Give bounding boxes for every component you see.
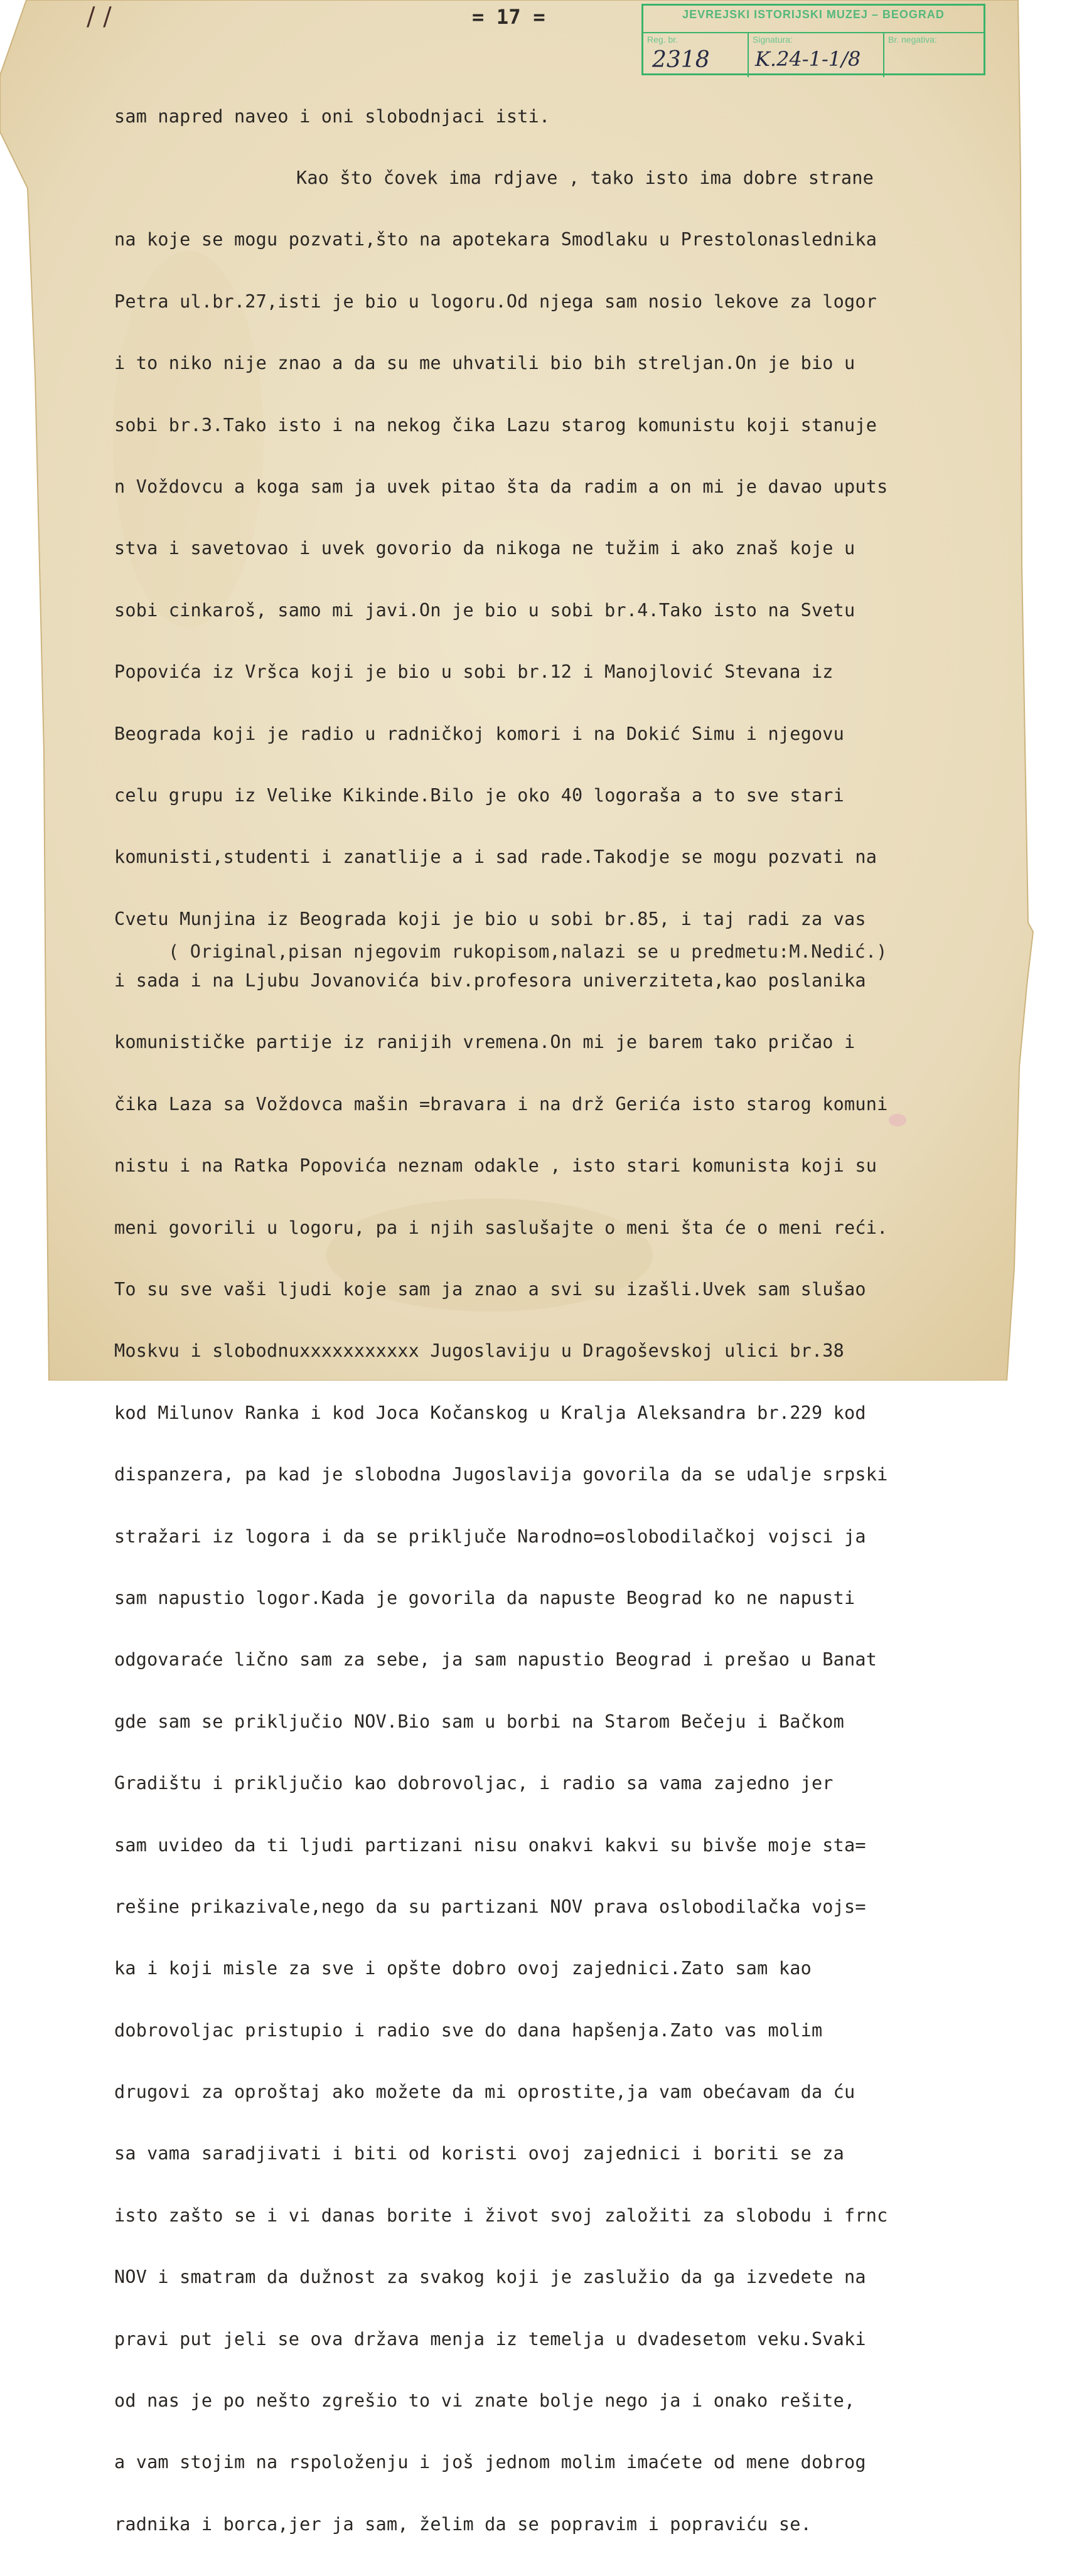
body-line: sam napustio logor.Kada je govorila da napuste Beograd ko ne napusti xyxy=(114,1587,855,1608)
body-line: gde sam se priključio NOV.Bio sam u borbi na Starom Bečeju i Bačkom xyxy=(114,1711,845,1732)
body-line: čika Laza sa Voždovca mašin =bravara i na drž Gerića isto starog komuni xyxy=(114,1093,888,1114)
archive-stamp xyxy=(641,4,985,75)
body-line: nistu i na Ratka Popovića neznam odakle , isto stari komunista koji su xyxy=(114,1155,877,1177)
body-line: sobi cinkaroš, samo mi javi.On je bio u sobi br.4.Tako isto na Svetu xyxy=(114,599,855,621)
body-line: To su sve vaši ljudi koje sam ja znao a svi su izašli.Uvek sam slušao xyxy=(114,1279,866,1300)
body-line: celu grupu iz Velike Kikinde.Bilo je oko 40 logoraša a to sve stari xyxy=(114,784,845,806)
body-line: Gradištu i priključio kao dobrovoljac, i radio sa vama zajedno jer xyxy=(114,1773,834,1794)
body-line: NOV i smatram da dužnost za svakog koji je zaslužio da ga izvedete na xyxy=(114,2267,866,2288)
footer-note: ( Original,pisan njegovim rukopisom,nalazi se u predmetu:M.Nedić.) xyxy=(168,941,887,962)
stamp-signature-value: K.24-1-1/8 xyxy=(755,47,861,71)
stamp-negative-label: Br. negativa: xyxy=(888,35,937,45)
body-line: Popovića iz Vršca koji je bio u sobi br.12 i Manojlović Stevana iz xyxy=(114,661,834,683)
body-line: stražari iz logora i da se priključe Narodno=oslobodilačkoj vojsci ja xyxy=(114,1526,866,1547)
typewritten-body xyxy=(114,65,1031,2576)
body-line: Beograda koji je radio u radničkoj komori i na Dokić Simu i njegovu xyxy=(114,723,845,744)
body-line: sam napred naveo i oni slobodnjaci isti. xyxy=(114,105,550,127)
body-line: n Voždovcu a koga sam ja uvek pitao šta da radim a on mi je davao uputs xyxy=(114,476,888,497)
body-line: Moskvu i slobodnuxxxxxxxxxxx Jugoslaviju u Dragoševskoj ulici br.38 xyxy=(114,1340,845,1362)
stamp-reg-label: Reg. br. xyxy=(647,35,678,45)
body-line: na koje se mogu pozvati,što na apotekara Smodlaku u Prestolonaslednika xyxy=(114,229,877,250)
body-line: meni govorili u logoru, pa i njih saslušajte o meni šta će o meni reći. xyxy=(114,1217,888,1238)
body-line: Petra ul.br.27,isti je bio u logoru.Od njega sam nosio lekove za logor xyxy=(114,291,877,312)
body-line: odgovaraće lično sam za sebe, ja sam napustio Beograd i prešao u Banat xyxy=(114,1649,877,1670)
margin-handwritten-mark: / / xyxy=(87,3,112,31)
body-line: od nas je po nešto zgrešio to vi znate bolje nego ja i onako rešite, xyxy=(114,2390,855,2412)
body-line: pravi put jeli se ova država menja iz temelja u dvadesetom veku.Svaki xyxy=(114,2328,866,2349)
body-line: i to niko nije znao a da su me uhvatili bio bih streljan.On je bio u xyxy=(114,353,855,374)
body-line: komunističke partije iz ranijih vremena.On mi je barem tako pričao i xyxy=(114,1032,855,1053)
body-line: stva i savetovao i uvek govorio da nikoga ne tužim i ako znaš koje u xyxy=(114,538,855,559)
body-line: sam uvideo da ti ljudi partizani nisu onakvi kakvi su bivše moje sta= xyxy=(114,1834,866,1856)
body-line: radnika i borca,jer ja sam, želim da se popravim i popraviću se. xyxy=(114,2513,812,2535)
body-line: sobi br.3.Tako isto i na nekog čika Lazu starog komunistu koji stanuje xyxy=(114,414,877,436)
stamp-reg-value: 2318 xyxy=(652,47,710,73)
body-line: rešine prikazivale,nego da su partizani NOV prava oslobodilačka vojs= xyxy=(114,1896,866,1917)
body-line: komunisti,studenti i zanatlije a i sad rade.Takodje se mogu pozvati na xyxy=(114,847,877,868)
page-number: = 17 = xyxy=(472,5,545,29)
body-line: dobrovoljac pristupio i radio sve do dana hapšenja.Zato vas molim xyxy=(114,2019,823,2041)
body-line: sa vama saradjivati i biti od koristi ovoj zajednici i boriti se za xyxy=(114,2143,845,2164)
stamp-institution: JEVREJSKI ISTORIJSKI MUZEJ – BEOGRAD xyxy=(682,8,945,21)
body-line: ka i koji misle za sve i opšte dobro ovoj zajednici.Zato sam kao xyxy=(114,1958,812,1979)
stamp-signature-label: Signatura: xyxy=(753,35,793,45)
body-line: isto zašto se i vi danas borite i život svoj založiti za slobodu i frnc xyxy=(114,2205,888,2226)
body-line: drugovi za oproštaj ako možete da mi oprostite,ja vam obećavam da ću xyxy=(114,2082,855,2103)
body-line: i sada i na Ljubu Jovanovića biv.profesora univerziteta,kao poslanika xyxy=(114,970,866,991)
body-line: kod Milunov Ranka i kod Joca Kočanskog u Kralja Aleksandra br.229 kod xyxy=(114,1402,866,1423)
body-line: Kao što čovek ima rdjave , tako isto ima dobre strane xyxy=(296,167,874,188)
body-line: Cvetu Munjina iz Beograda koji je bio u sobi br.85, i taj radi za vas xyxy=(114,908,866,929)
body-line: dispanzera, pa kad je slobodna Jugoslavija govorila da se udalje srpski xyxy=(114,1464,888,1485)
body-line: a vam stojim na rspoloženju i još jednom molim imaćete od mene dobrog xyxy=(114,2452,866,2473)
